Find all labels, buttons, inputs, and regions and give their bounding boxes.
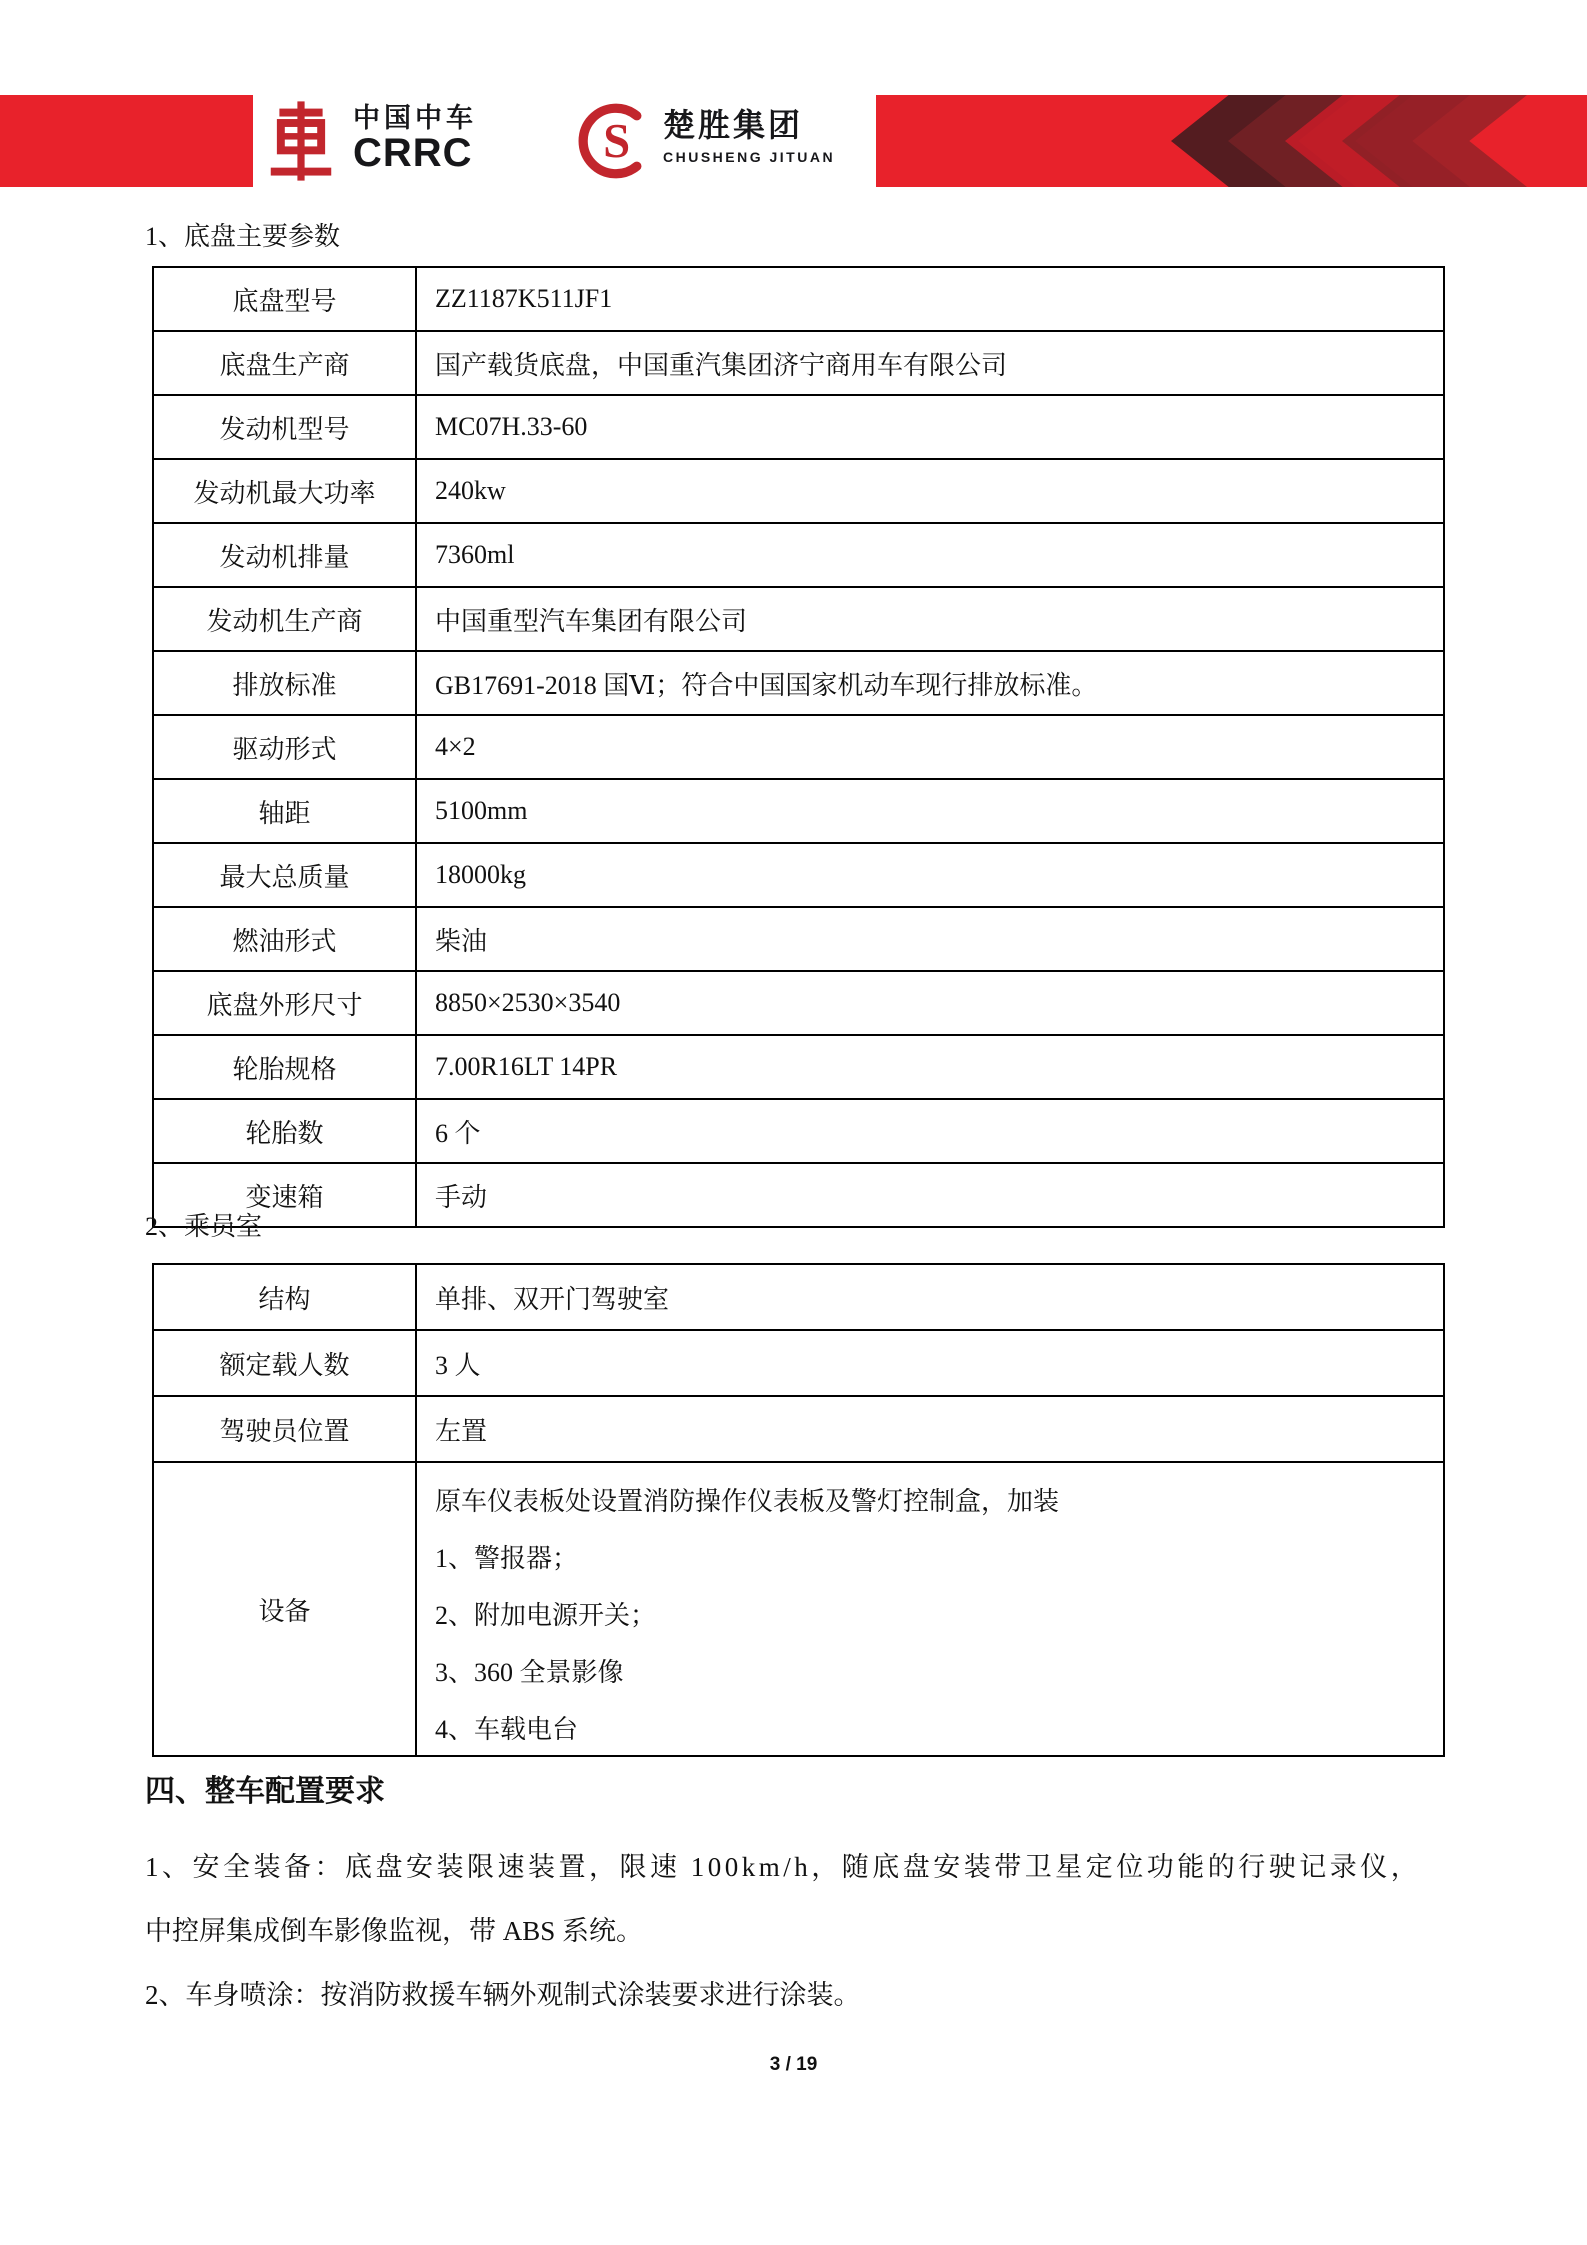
chusheng-en-label: CHUSHENG JITUAN (663, 149, 836, 165)
table-row (154, 970, 1443, 1034)
param-value: 5100mm (435, 796, 528, 825)
param-value: 3 人 (435, 1350, 481, 1380)
param-label: 变速箱 (154, 1164, 417, 1226)
chusheng-logo-text (663, 107, 835, 165)
header-band (0, 95, 1587, 187)
section2-title: 2、乘员室 (145, 1212, 263, 1241)
crrc-logo-icon (265, 101, 337, 186)
param-value: 国产载货底盘，中国重汽集团济宁商用车有限公司 (435, 350, 1008, 380)
table-row (154, 1395, 1443, 1461)
table-row (154, 1265, 1443, 1329)
param-label: 轮胎数 (154, 1100, 417, 1162)
section4-heading: 四、整车配置要求 (145, 1775, 385, 1808)
param-value: 240kw (435, 476, 506, 505)
param-value-multiline (417, 1463, 1443, 1755)
table-row (154, 842, 1443, 906)
header-red-bar-left (0, 95, 253, 187)
param-label: 最大总质量 (154, 844, 417, 906)
param-label: 驾驶员位置 (154, 1397, 417, 1461)
param-value: 4×2 (435, 732, 476, 761)
table-row (154, 458, 1443, 522)
param-value: 柴油 (435, 926, 488, 956)
table-row-equipment (154, 1461, 1443, 1755)
param-value: 中国重型汽车集团有限公司 (435, 606, 748, 636)
table-row (154, 1329, 1443, 1395)
table-row (154, 1162, 1443, 1226)
chusheng-cn-label: 楚胜集团 (663, 107, 804, 143)
table-row (154, 522, 1443, 586)
param-value: 手动 (435, 1182, 488, 1212)
paragraph-painting: 2、车身喷涂：按消防救援车辆外观制式涂装要求进行涂装。 (145, 1980, 861, 2010)
paragraph-safety-line2: 中控屏集成倒车影像监视，带 ABS 系统。 (145, 1916, 644, 1946)
param-value: ZZ1187K511JF1 (435, 284, 613, 313)
table-row (154, 1034, 1443, 1098)
equipment-line: 1、警报器； (435, 1544, 579, 1573)
param-label: 发动机最大功率 (154, 460, 417, 522)
param-value: 左置 (435, 1416, 488, 1446)
param-label: 发动机排量 (154, 524, 417, 586)
param-label: 设备 (154, 1463, 417, 1755)
header-red-bar-right (876, 95, 1587, 187)
param-label: 排放标准 (154, 652, 417, 714)
chassis-parameters-table (152, 266, 1445, 1228)
svg-text:S: S (603, 113, 631, 168)
table-row (154, 268, 1443, 330)
crrc-cn-label: 中国中车 (353, 103, 477, 133)
param-label: 结构 (154, 1265, 417, 1329)
header-logos (265, 95, 865, 187)
param-label: 底盘型号 (154, 268, 417, 330)
chusheng-logo-icon (573, 99, 657, 188)
crrc-logo-text (353, 103, 477, 173)
param-value: 8850×2530×3540 (435, 988, 621, 1017)
equipment-line: 3、360 全景影像 (435, 1658, 624, 1687)
param-value: MC07H.33-60 (435, 412, 588, 441)
param-label: 底盘外形尺寸 (154, 972, 417, 1034)
param-label: 底盘生产商 (154, 332, 417, 394)
equipment-line: 2、附加电源开关； (435, 1601, 657, 1630)
equipment-line: 原车仪表板处设置消防操作仪表板及警灯控制盒，加装 (435, 1487, 1060, 1516)
param-value: 7360ml (435, 540, 515, 569)
table-row (154, 714, 1443, 778)
param-value: 18000kg (435, 860, 526, 889)
param-label: 轴距 (154, 780, 417, 842)
param-label: 燃油形式 (154, 908, 417, 970)
table-row (154, 650, 1443, 714)
table-row (154, 778, 1443, 842)
crew-cab-table (152, 1263, 1445, 1757)
param-value: 7.00R16LT 14PR (435, 1052, 618, 1081)
param-value: GB17691-2018 国Ⅵ；符合中国国家机动车现行排放标准。 (435, 670, 1098, 700)
page-number: 3 / 19 (769, 2054, 818, 2075)
paragraph-safety-line1: 1、安全装备：底盘安装限速装置，限速 100km/h，随底盘安装带卫星定位功能的行驶记录仪， (145, 1852, 1422, 1882)
table-row (154, 394, 1443, 458)
param-label: 额定载人数 (154, 1331, 417, 1395)
crrc-en-label: CRRC (353, 131, 473, 175)
section1-title: 1、底盘主要参数 (145, 222, 341, 251)
param-value: 单排、双开门驾驶室 (435, 1284, 670, 1314)
param-label: 发动机型号 (154, 396, 417, 458)
table-row (154, 1098, 1443, 1162)
param-value: 6 个 (435, 1118, 481, 1148)
param-label: 驱动形式 (154, 716, 417, 778)
table-row (154, 586, 1443, 650)
table-row (154, 906, 1443, 970)
param-label: 发动机生产商 (154, 588, 417, 650)
table-row (154, 330, 1443, 394)
equipment-line: 4、车载电台 (435, 1715, 579, 1744)
param-label: 轮胎规格 (154, 1036, 417, 1098)
